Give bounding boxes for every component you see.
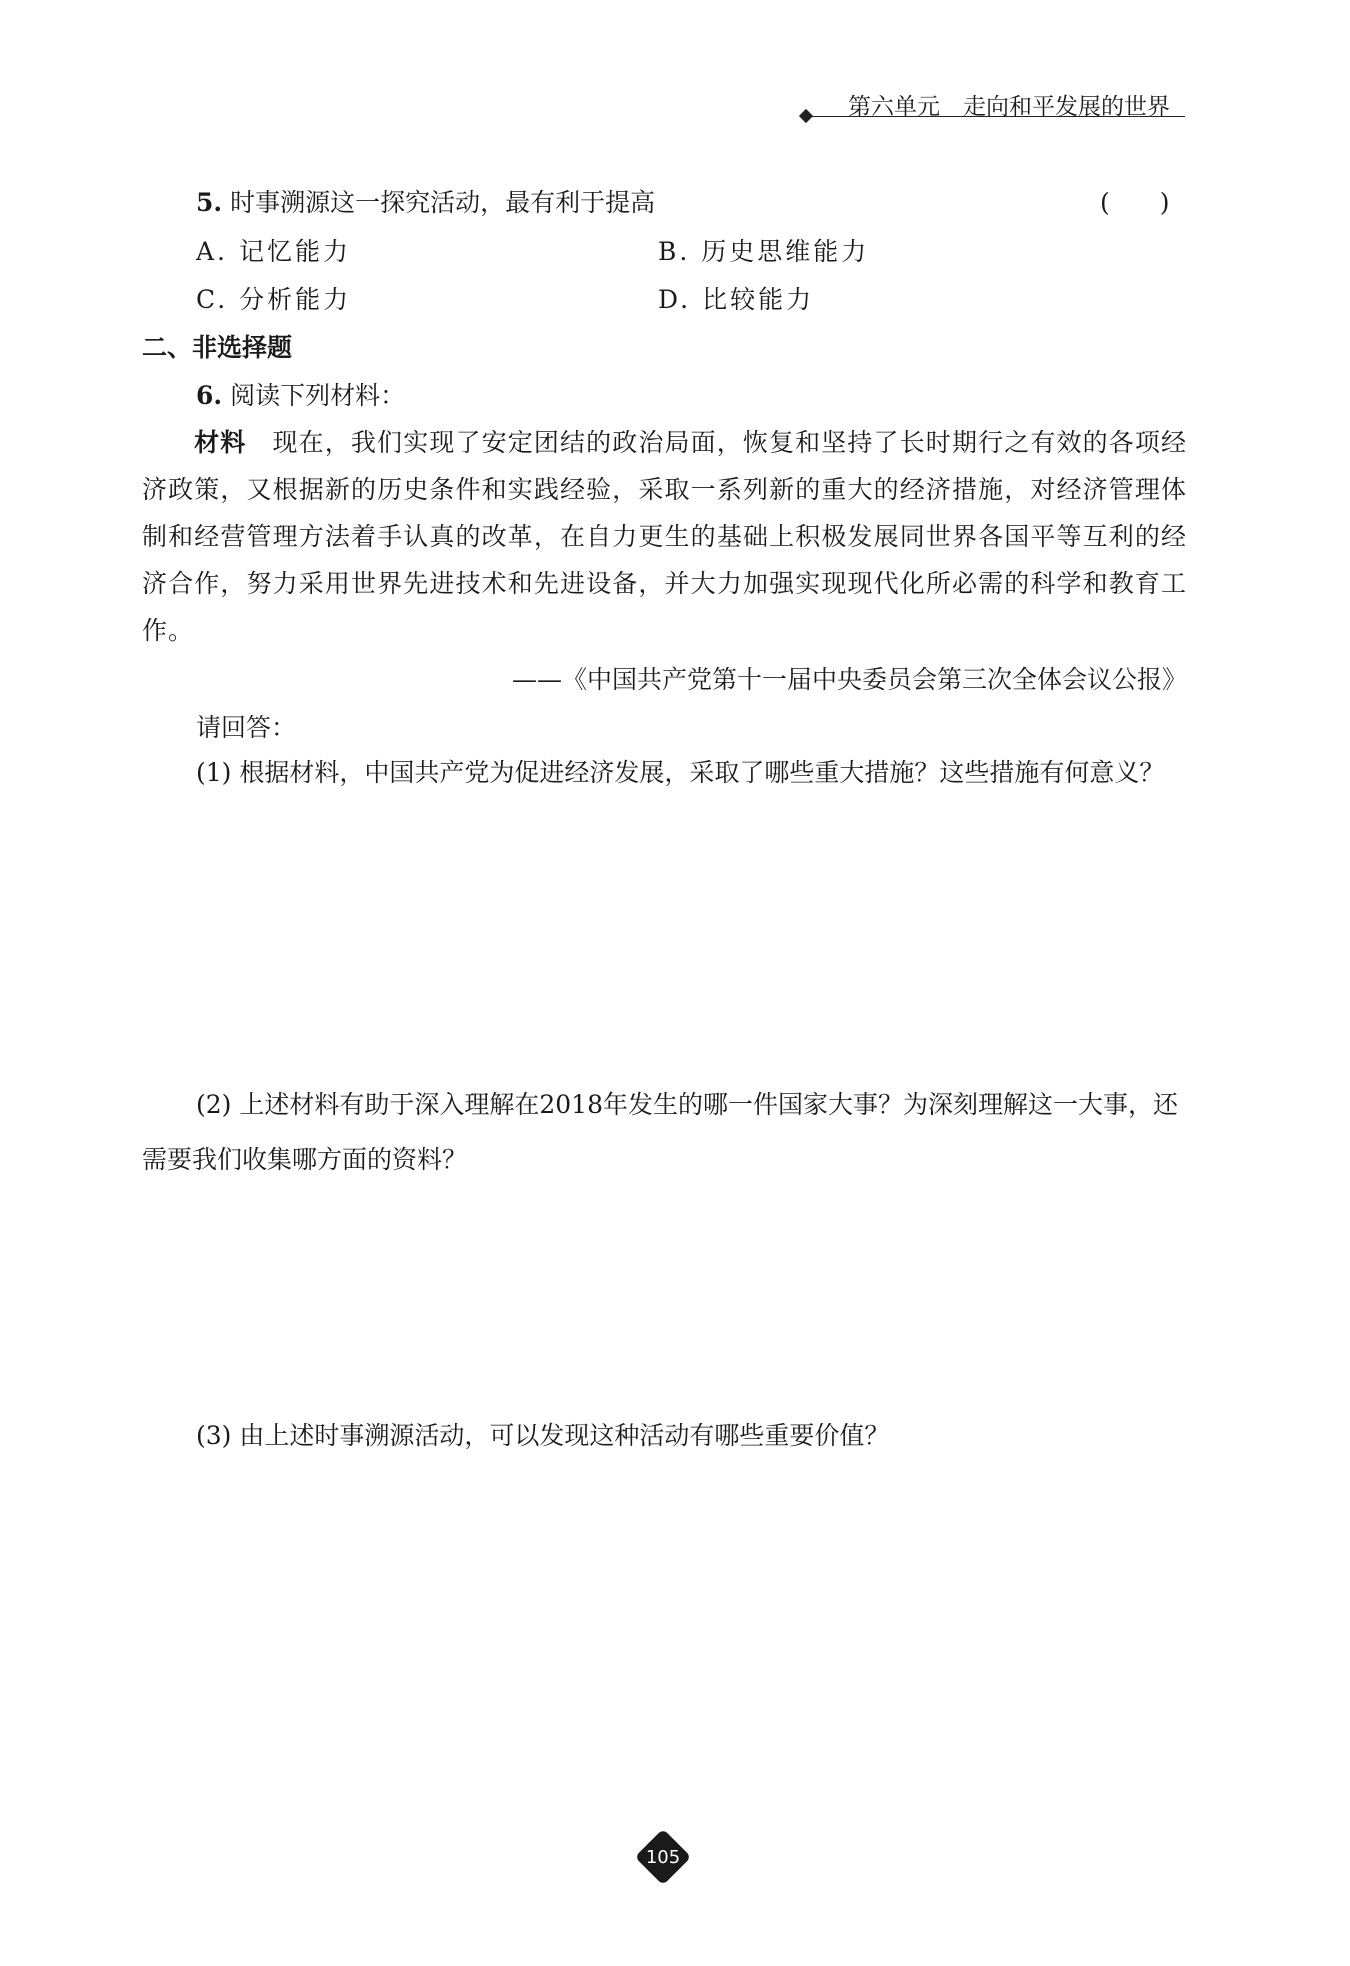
answer-bracket: ( ) bbox=[1100, 188, 1170, 217]
option-letter: C. bbox=[196, 285, 229, 314]
option-text: 历史思维能力 bbox=[701, 237, 870, 266]
material-label: 材料 bbox=[194, 428, 247, 457]
option-text: 记忆能力 bbox=[238, 237, 351, 266]
answer-prompt: 请回答： bbox=[196, 713, 297, 742]
sub-question-3: (3) 由上述时事溯源活动，可以发现这种活动有哪些重要价值？ bbox=[196, 1421, 890, 1450]
page-number-badge bbox=[640, 1834, 686, 1880]
material-source: ——《中国共产党第十一届中央委员会第三次全体会议公报》 bbox=[511, 665, 1187, 694]
material-paragraph bbox=[142, 419, 1187, 654]
unit-title: 第六单元 走向和平发展的世界 bbox=[848, 94, 1170, 120]
option-letter: B. bbox=[658, 237, 691, 266]
option-text: 分析能力 bbox=[239, 285, 352, 314]
question-stem: 阅读下列材料： bbox=[230, 381, 406, 410]
question-number: 6. bbox=[196, 381, 223, 410]
option-b bbox=[658, 232, 869, 268]
option-d bbox=[658, 280, 814, 316]
option-text: 比较能力 bbox=[702, 285, 815, 314]
option-letter: D. bbox=[658, 285, 692, 314]
sub-question-1: (1) 根据材料，中国共产党为促进经济发展，采取了哪些重大措施？这些措施有何意义？ bbox=[196, 758, 1165, 787]
option-c bbox=[196, 280, 351, 316]
option-a bbox=[196, 232, 351, 268]
material-text: 现在，我们实现了安定团结的政治局面，恢复和坚持了长时期行之有效的各项经济政策，又根据新的历史条件和实践经验，采取一系列新的重大的经济措施，对经济管理体制和经营管理方法着手认真的改革，在自力更生的基础上积极发展同世界各国平等互利的经济合作，努力采用世界先进技术和先进设备，并大力加强实现现代化所必需的科学和教育工作。 bbox=[142, 428, 1187, 645]
page-number: 105 bbox=[645, 1846, 681, 1868]
section-title: 二、非选择题 bbox=[142, 333, 293, 362]
question-stem: 时事溯源这一探究活动，最有利于提高 bbox=[230, 188, 656, 217]
question-number: 5. bbox=[196, 188, 223, 217]
header-rule bbox=[808, 116, 1185, 117]
sub-question-2: (2) 上述材料有助于深入理解在2018年发生的哪一件国家大事？为深刻理解这一大事，还需要我们收集哪方面的资料？ bbox=[142, 1090, 1178, 1174]
question-5 bbox=[196, 183, 655, 219]
question-6 bbox=[196, 376, 405, 412]
option-letter: A. bbox=[196, 237, 229, 266]
